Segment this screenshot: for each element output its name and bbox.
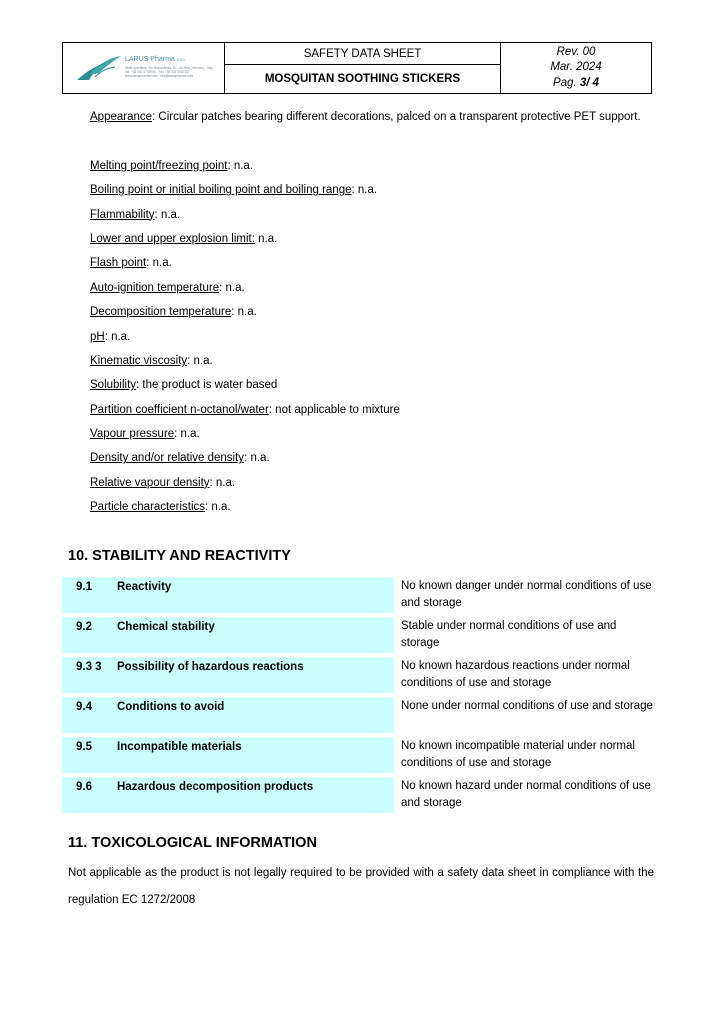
property-value: : n.a. — [219, 281, 245, 294]
row-name: Reactivity — [117, 581, 172, 593]
property-value: : n.a. — [187, 354, 213, 367]
property-row — [90, 373, 650, 397]
property-label: Decomposition temperature — [90, 306, 232, 319]
property-value: : n.a. — [351, 184, 378, 197]
property-label: Boiling point or initial boiling point and boiling range — [90, 184, 352, 197]
property-row — [90, 398, 650, 422]
row-number: 9.2 — [76, 621, 92, 633]
property-row — [90, 178, 650, 202]
row-description: No known hazard under normal conditions of use and storage — [397, 777, 655, 813]
property-value: : not applicable to mixture — [268, 403, 400, 416]
section-11-text: Not applicable as the product is not legally required to be provided with a safety data sheet in compliance with the regulation EC 1272/2008 — [68, 867, 654, 906]
table-row — [62, 617, 655, 653]
property-value: : n.a. — [227, 159, 254, 172]
product-name: MOSQUITAN SOOTHING STICKERS — [264, 73, 461, 85]
property-row — [90, 105, 650, 154]
logo-address: Sede operativa: Via Malcontenta, 20 - 30 Mira (Venezia) - Italy Tel. +39 041 5759040 - Fax +39 041 5967337 www.laruspharma.com - info@laruspharma.com — [125, 66, 213, 79]
property-value: : n.a. — [154, 208, 181, 221]
property-row — [90, 495, 650, 519]
physical-properties-list — [90, 105, 650, 520]
row-description-cell — [394, 697, 655, 733]
header-revision-cell — [501, 43, 651, 93]
property-label: pH — [90, 330, 105, 343]
table-row — [62, 737, 655, 773]
row-description-cell — [394, 657, 655, 693]
row-description-cell — [394, 617, 655, 653]
row-number: 9.1 — [76, 581, 92, 593]
property-value: : n.a. — [205, 501, 231, 514]
property-row — [90, 203, 650, 227]
stability-table — [62, 577, 655, 817]
company-logo — [63, 43, 225, 93]
property-value: : n.a. — [104, 330, 131, 343]
row-header-cell — [62, 697, 394, 733]
property-label: Auto-ignition temperature — [90, 281, 220, 294]
row-name: Incompatible materials — [117, 741, 242, 753]
property-row — [90, 227, 650, 251]
property-row — [90, 276, 650, 300]
property-value: : n.a. — [174, 428, 200, 441]
property-label: Vapour pressure — [90, 428, 175, 441]
property-value: : the product is water based — [136, 379, 278, 392]
property-value: n.a. — [254, 232, 278, 245]
property-row — [90, 325, 650, 349]
table-row — [62, 777, 655, 813]
revision: Rev. 00 — [556, 45, 596, 58]
property-label: Kinematic viscosity — [90, 354, 188, 367]
row-header-cell — [62, 657, 394, 693]
property-row — [90, 251, 650, 275]
section-11-title: 11. TOXICOLOGICAL INFORMATION — [68, 835, 317, 851]
table-row — [62, 697, 655, 733]
row-description: No known hazardous reactions under normal conditions of use and storage — [397, 657, 655, 693]
section-10-title: 10. STABILITY AND REACTIVITY — [68, 548, 291, 564]
header-title-cell — [225, 43, 501, 93]
row-header-cell — [62, 617, 394, 653]
row-description: No known incompatible material under normal conditions of use and storage — [397, 737, 655, 773]
property-label: Particle characteristics — [90, 501, 206, 514]
row-name: Chemical stability — [117, 621, 215, 633]
property-value: : n.a. — [209, 476, 236, 489]
row-number: 9.4 — [76, 701, 92, 713]
property-row — [90, 300, 650, 324]
table-row — [62, 577, 655, 613]
row-number: 9.6 — [76, 781, 92, 793]
revision-date: Mar. 2024 — [550, 61, 602, 74]
row-header-cell — [62, 737, 394, 773]
row-description: None under normal conditions of use and storage — [397, 697, 655, 733]
page-number: Pag. 3/ 4 — [552, 76, 600, 89]
property-row — [90, 471, 650, 495]
property-row — [90, 422, 650, 446]
row-description-cell — [394, 577, 655, 613]
logo-company-name: LARUS Pharma S.R.L. — [125, 56, 187, 63]
property-label: Melting point/freezing point — [90, 159, 228, 172]
document-header — [62, 42, 652, 94]
property-label: Partition coefficient n-octanol/water — [90, 403, 269, 416]
row-header-cell — [62, 777, 394, 813]
property-row — [90, 446, 650, 470]
row-description: Stable under normal conditions of use and storage — [397, 617, 655, 653]
property-label: Appearance — [90, 111, 153, 123]
property-label: Lower and upper explosion limit: — [90, 232, 255, 245]
row-description-cell — [394, 737, 655, 773]
table-row — [62, 657, 655, 693]
property-value: : n.a. — [146, 257, 172, 270]
bird-logo-icon — [75, 53, 123, 83]
row-name: Hazardous decomposition products — [117, 781, 314, 793]
row-header-cell — [62, 577, 394, 613]
row-name: Conditions to avoid — [117, 701, 225, 713]
doc-type: SAFETY DATA SHEET — [225, 43, 500, 65]
row-description-cell — [394, 777, 655, 813]
row-number: 9.3 3 — [76, 661, 102, 673]
property-label: Density and/or relative density — [90, 452, 245, 465]
property-label: Relative vapour density — [90, 476, 210, 489]
property-row — [90, 349, 650, 373]
row-description: No known danger under normal conditions of use and storage — [397, 577, 655, 613]
property-value: : Circular patches bearing different decorations, palced on a transparent protective PET support. — [152, 111, 641, 123]
row-number: 9.5 — [76, 741, 92, 753]
property-label: Solubility — [90, 379, 137, 392]
property-label: Flash point — [90, 257, 147, 270]
property-row — [90, 154, 650, 178]
property-label: Flammability — [90, 208, 155, 221]
row-name: Possibility of hazardous reactions — [117, 661, 304, 673]
property-value: : n.a. — [244, 452, 270, 465]
property-value: : n.a. — [231, 306, 257, 319]
